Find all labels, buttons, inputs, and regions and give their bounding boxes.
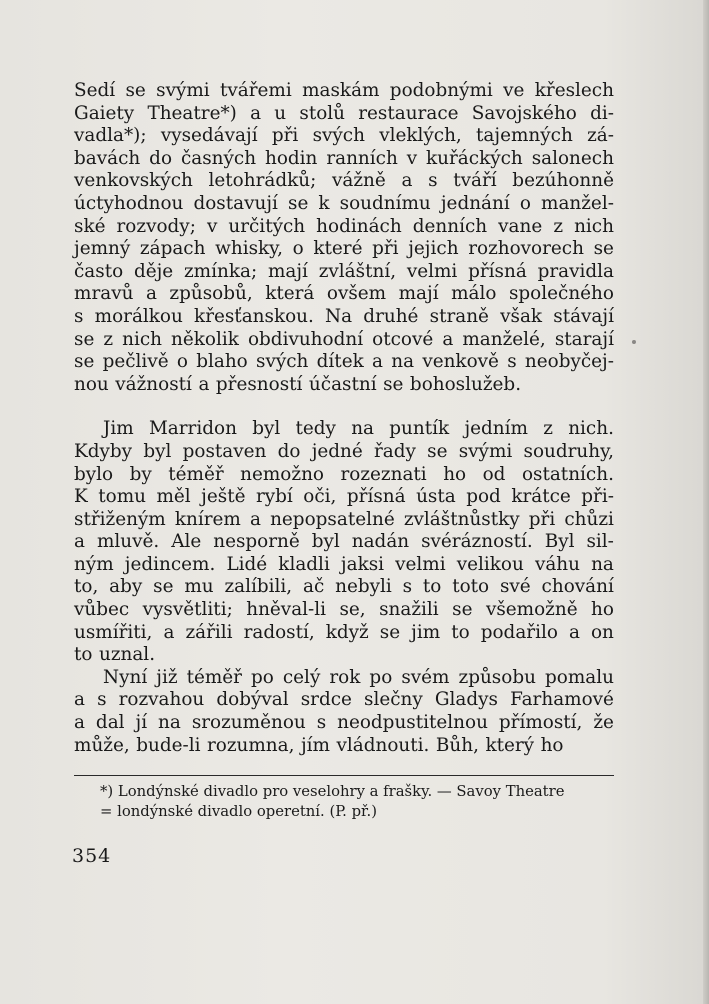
text-line: může, bude-li rozumna, jím vládnouti. Bůh, který ho	[74, 734, 564, 756]
text-line: se z nich několik obdivuhodní otcové a manželé, starají	[74, 328, 614, 350]
paragraph	[74, 418, 614, 667]
text-line: Nyní již téměř po celý rok po svém způsobu pomalu	[103, 666, 614, 688]
text-line: mravů a způsobů, která ovšem mají málo společného	[74, 283, 614, 305]
footnotes	[74, 782, 614, 822]
text-line: to uznal.	[74, 644, 156, 666]
footnote-rule	[74, 775, 614, 776]
text-line: střiženým knírem a nepopsatelné zvláštnůstky při chůzi	[74, 508, 614, 530]
text-line: jemný zápach whisky, o které při jejich rozhovorech se	[74, 238, 614, 260]
text-line: Gaiety Theatre*) a u stolů restaurace Savojského di-	[74, 102, 614, 124]
text-line: to, aby se mu zalíbili, ač nebyli s to toto své chování	[74, 576, 614, 598]
text-line: usmířiti, a zářili radostí, když se jim to podařilo a on	[74, 621, 614, 643]
text-line: s morálkou křesťanskou. Na druhé straně však stávají	[74, 305, 614, 327]
footnote-line: *) Londýnské divadlo pro veselohry a frašky. — Savoy Theatre	[100, 783, 565, 800]
text-line: se pečlivě o blaho svých dítek a na venkově s neobyčej-	[74, 351, 614, 373]
text-line: a mluvě. Ale nesporně byl nadán svérázností. Byl sil-	[74, 531, 614, 553]
paragraph	[74, 667, 614, 757]
text-line: nou vážností a přesností účastní se bohoslužeb.	[74, 373, 522, 395]
text-line: a dal jí na srozuměnou s neodpustitelnou přímostí, že	[74, 712, 614, 734]
text-line: bylo by téměř nemožno rozeznati ho od ostatních.	[74, 463, 614, 485]
text-line: K tomu měl ještě rybí oči, přísná ústa pod krátce při-	[74, 486, 614, 508]
footnote-line: = londýnské divadlo operetní. (P. př.)	[100, 803, 377, 820]
text-line: úctyhodnou dostavují se k soudnímu jednání o manžel-	[74, 192, 614, 214]
paper-speck	[632, 340, 636, 344]
text-line: Jim Marridon byl tedy na puntík jedním z nich.	[103, 418, 614, 440]
body-text	[74, 80, 614, 757]
paragraph-gap	[74, 396, 614, 418]
text-line: ným jedincem. Lidé kladli jaksi velmi velikou váhu na	[74, 553, 614, 575]
text-line: Kdyby byl postaven do jedné řady se svými soudruhy,	[74, 440, 614, 462]
text-line: ské rozvody; v určitých hodinách denních vane z nich	[74, 215, 614, 237]
page-edge-shadow	[703, 0, 709, 1004]
text-line: venkovských letohrádků; vážně a s tváří bezúhonně	[74, 170, 614, 192]
text-line: a s rozvahou dobýval srdce slečny Gladys Farhamové	[74, 689, 614, 711]
paragraph	[74, 80, 614, 396]
text-line: vadla*); vysedávají při svých vleklých, tajemných zá-	[74, 125, 614, 147]
text-line: často děje zmínka; mají zvláštní, velmi přísná pravidla	[74, 260, 614, 282]
text-line: Sedí se svými tvářemi maskám podobnými ve křeslech	[74, 80, 614, 101]
text-line: bavách do časných hodin ranních v kuřáckých salonech	[74, 147, 614, 169]
text-line: vůbec vysvětliti; hněval-li se, snažili se všemožně ho	[74, 599, 614, 621]
page-number: 354	[72, 845, 112, 867]
